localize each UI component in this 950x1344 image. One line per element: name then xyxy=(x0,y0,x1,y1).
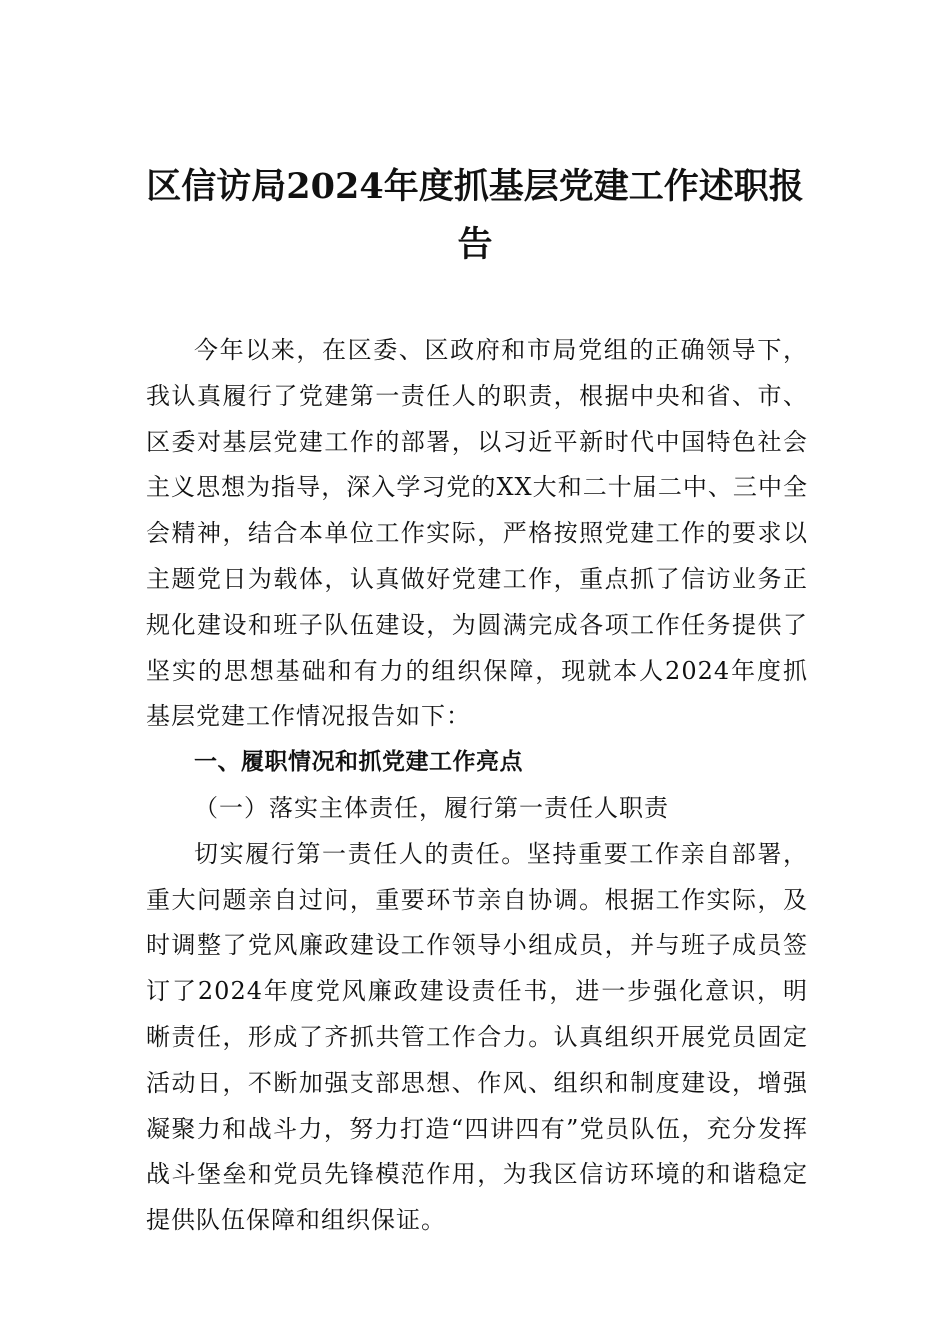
document-title: 区信访局2024年度抓基层党建工作述职报告 xyxy=(146,166,804,265)
intro-paragraph: 今年以来，在区委、区政府和市局党组的正确领导下，我认真履行了党建第一责任人的职责，根据中央和省、市、区委对基层党建工作的部署，以习近平新时代中国特色社会主义思想为指导，深入学习党的XX大和二十届二中、三中全会精神，结合本单位工作实际，严格按照党建工作的要求以主题党日为载体，认真做好党建工作，重点抓了信访业务正规化建设和班子队伍建设，为圆满完成各项工作任务提供了坚实的思想基础和有力的组织保障，现就本人2024年度抓基层党建工作情况报告如下： xyxy=(146,336,808,731)
body-paragraph-1: 切实履行第一责任人的责任。坚持重要工作亲自部署，重大问题亲自过问，重要环节亲自协调。根据工作实际，及时调整了党风廉政建设工作领导小组成员，并与班子成员签订了2024年度党风廉政建设责任书，进一步强化意识，明晰责任，形成了齐抓共管工作合力。认真组织开展党员固定活动日，不断加强支部思想、作风、组织和制度建设，增强凝聚力和战斗力，努力打造“四讲四有”党员队伍，充分发挥战斗堡垒和党员先锋模范作用，为我区信访环境的和谐稳定提供队伍保障和组织保证。 xyxy=(146,839,808,1235)
document-body xyxy=(146,328,808,1244)
subsection-heading-1: （一）落实主体责任，履行第一责任人职责 xyxy=(194,793,669,822)
section-heading-1: 一、履职情况和抓党建工作亮点 xyxy=(194,749,523,776)
